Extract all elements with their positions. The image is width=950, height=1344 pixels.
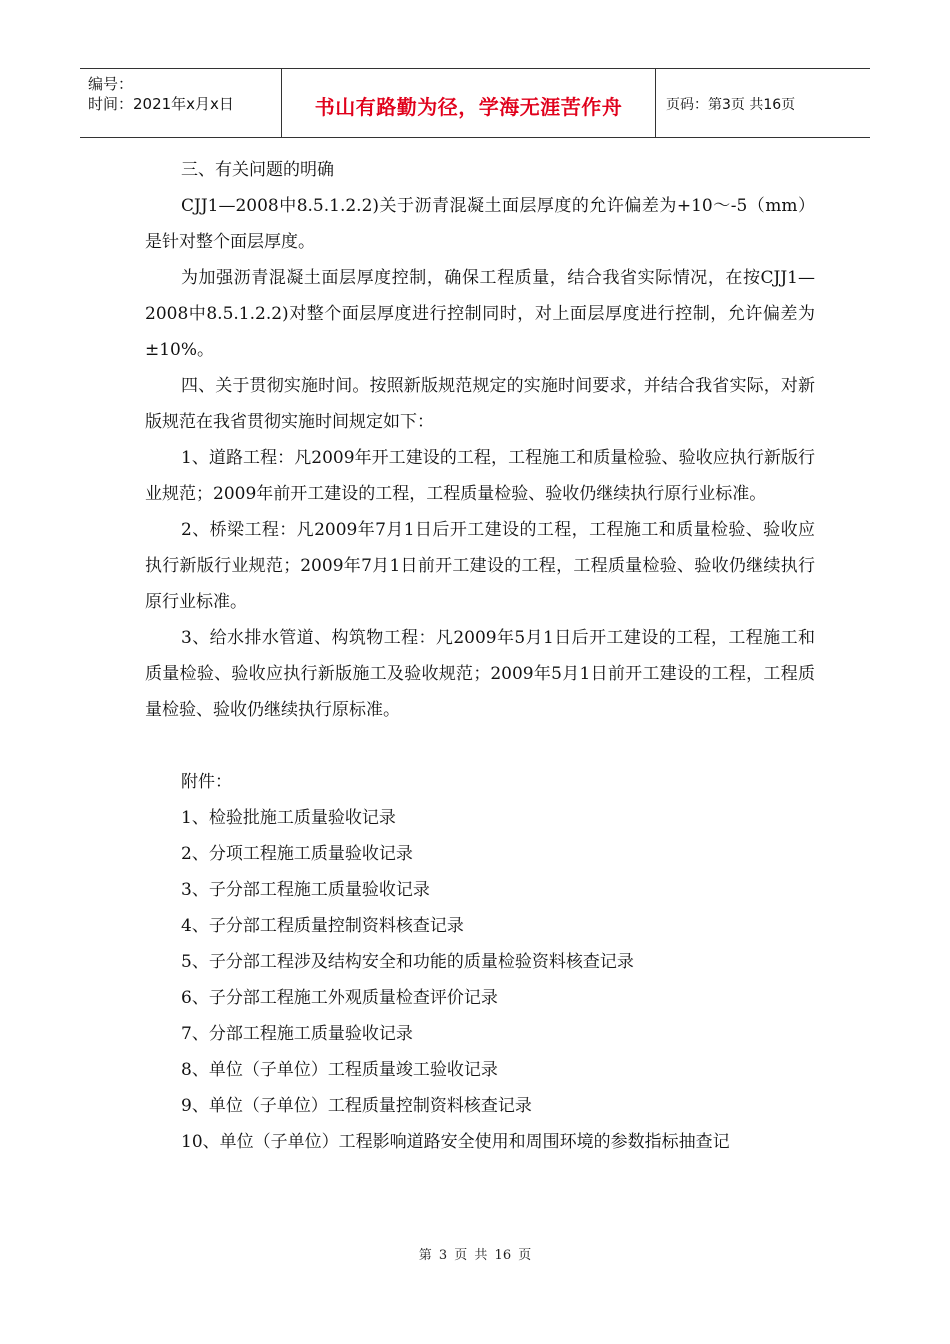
page-footer: 第 3 页 共 16 页 — [418, 1248, 532, 1263]
attachment-item: 6、子分部工程施工外观质量检查评价记录 — [181, 988, 498, 1008]
attachments-title: 附件： — [181, 772, 232, 792]
attachment-item: 7、分部工程施工质量验收记录 — [181, 1024, 413, 1044]
date-label: 时间：2021年x月x日 — [88, 95, 234, 113]
paragraph-3: 四、关于贯彻实施时间。按照新版规范规定的实施时间要求，并结合我省实际，对新版规范在我省贯彻实施时间规定如下： — [145, 376, 815, 432]
attachment-item: 4、子分部工程质量控制资料核查记录 — [181, 916, 464, 936]
attachment-item: 9、单位（子单位）工程质量控制资料核查记录 — [181, 1096, 532, 1116]
attachment-item: 10、单位（子单位）工程影响道路安全使用和周围环境的参数指标抽查记 — [181, 1132, 730, 1152]
attachment-item: 1、检验批施工质量验收记录 — [181, 808, 396, 828]
header-slogan: 书山有路勤为径，学海无涯苦作舟 — [314, 95, 623, 119]
attachment-item: 8、单位（子单位）工程质量竣工验收记录 — [181, 1060, 498, 1080]
paragraph-2: 为加强沥青混凝土面层厚度控制，确保工程质量，结合我省实际情况，在按CJJ1—2008中8.5.1.2.2)对整个面层厚度进行控制同时，对上面层厚度进行控制，允许偏差为±10%。 — [145, 268, 815, 360]
code-label: 编号： — [88, 75, 134, 93]
document-body — [145, 152, 815, 1160]
paragraph-1: CJJ1—2008中8.5.1.2.2)关于沥青混凝土面层厚度的允许偏差为+10～-5（mm）是针对整个面层厚度。 — [145, 196, 815, 252]
page-header — [80, 68, 870, 138]
attachment-item: 2、分项工程施工质量验收记录 — [181, 844, 413, 864]
header-middle-cell — [282, 69, 656, 137]
item-1: 1、道路工程：凡2009年开工建设的工程，工程施工和质量检验、验收应执行新版行业规范；2009年前开工建设的工程，工程质量检验、验收仍继续执行原行业标准。 — [145, 448, 815, 504]
attachment-item: 3、子分部工程施工质量验收记录 — [181, 880, 430, 900]
attachment-item: 5、子分部工程涉及结构安全和功能的质量检验资料核查记录 — [181, 952, 634, 972]
section3-title: 三、有关问题的明确 — [181, 160, 334, 180]
item-2: 2、桥梁工程：凡2009年7月1日后开工建设的工程，工程施工和质量检验、验收应执行新版行业规范；2009年7月1日前开工建设的工程，工程质量检验、验收仍继续执行原行业标准。 — [145, 520, 815, 612]
item-3: 3、给水排水管道、构筑物工程：凡2009年5月1日后开工建设的工程，工程施工和质量检验、验收应执行新版施工及验收规范；2009年5月1日前开工建设的工程，工程质量检验、验收仍继续执行原标准。 — [145, 628, 815, 720]
spacer — [145, 728, 815, 764]
header-left-cell — [80, 69, 282, 137]
header-page-info: 页码：第3页 共16页 — [666, 97, 796, 113]
header-right-cell — [656, 69, 870, 137]
